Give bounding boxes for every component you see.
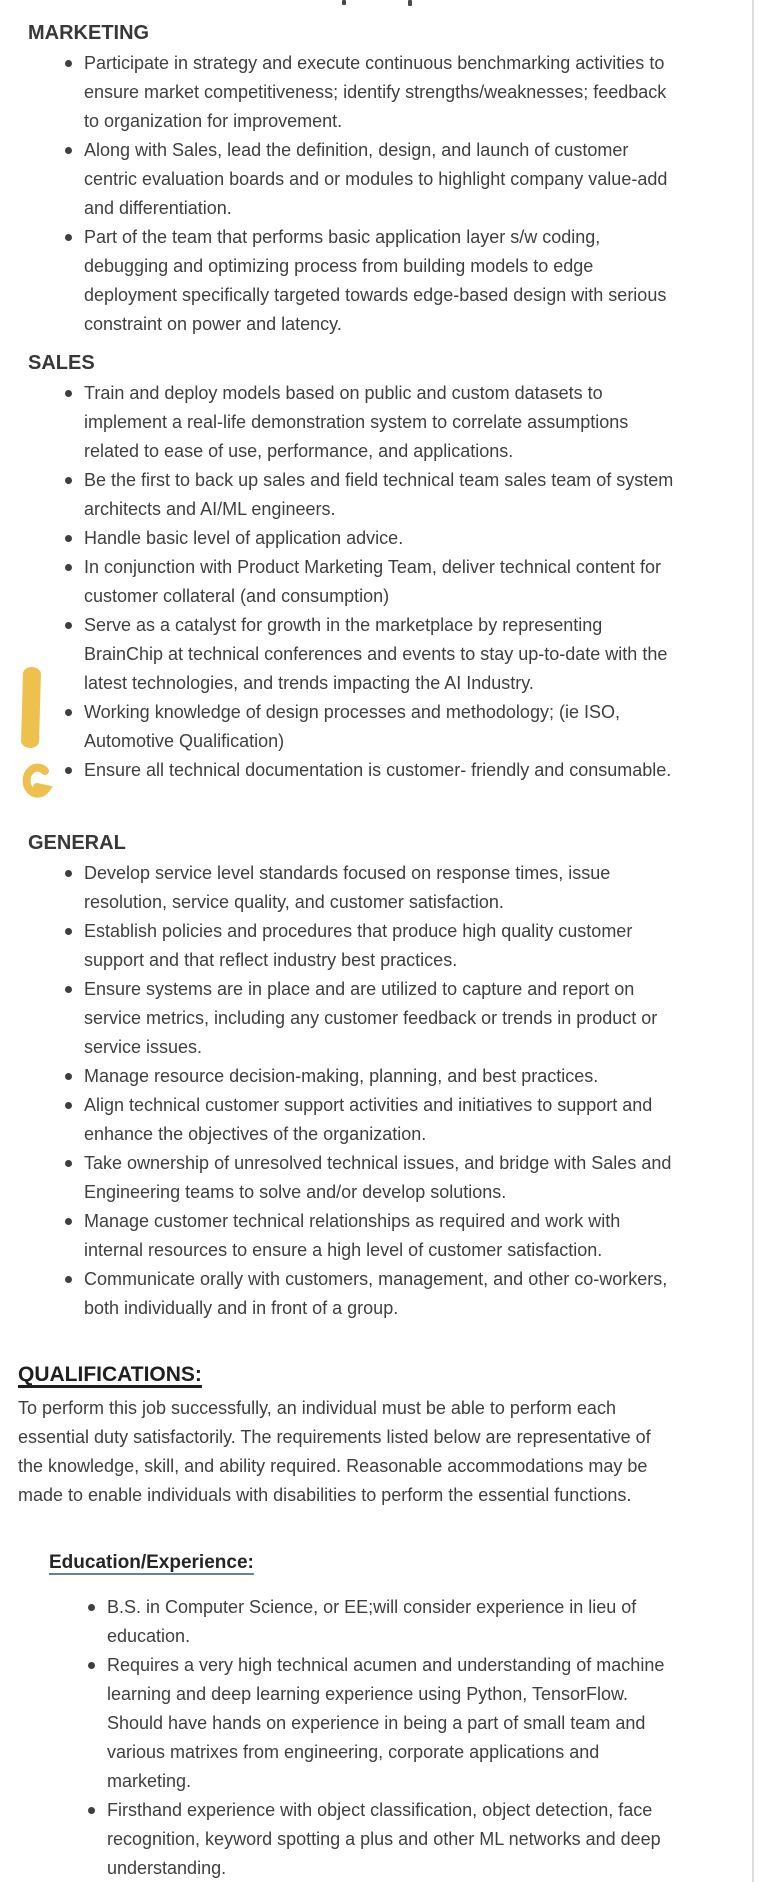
highlighted-text: resolution, service quality, and customer satisfaction. — [84, 888, 504, 917]
paragraph-line: essential duty satisfactorily. The requirements listed below are representative of — [18, 1427, 651, 1447]
text: internal resources to ensure a high level of customer satisfaction. — [84, 1240, 603, 1260]
bullet-wrap-line — [0, 437, 772, 466]
bullet-item-line — [0, 223, 772, 252]
bullet-wrap-line — [0, 1854, 772, 1882]
bullet-wrap-line — [0, 1178, 772, 1207]
bullet-item-line — [0, 49, 772, 78]
heading-marketing: MARKETING — [28, 22, 150, 44]
text: BrainChip at technical conferences and events to stay up-to-date with the — [84, 644, 668, 664]
highlighted-text: will consider experience in lieu of — [373, 1593, 636, 1622]
bullet-item-line — [0, 1593, 772, 1622]
heading-general: GENERAL — [28, 832, 126, 854]
bullet-wrap-line — [0, 1004, 772, 1033]
bullet-wrap-line — [0, 1680, 772, 1709]
bullet-wrap-line — [0, 946, 772, 975]
highlighted-text: Establish policies and procedures that produce high quality customer — [84, 917, 632, 946]
bullet-wrap-line — [0, 888, 772, 917]
highlighted-text: ensure market competitiveness; identify strengths/weaknesses; feedback — [84, 78, 666, 107]
bullet-wrap-line — [0, 1825, 772, 1854]
highlighted-text: Along with Sales, lead the definition, design, and launch of customer — [84, 136, 628, 165]
bullet-item-line — [0, 611, 772, 640]
highlighted-text: understanding. — [107, 1854, 226, 1882]
highlighted-text: centric evaluation boards and or modules to highlight company value-add — [84, 165, 667, 194]
text: debugging and optimizing process from building models to edge — [84, 256, 594, 276]
highlighted-text: support and that reflect industry best practices. — [84, 946, 457, 975]
bullet-item-line — [0, 379, 772, 408]
bullet-item-line — [0, 136, 772, 165]
bullet-item-line — [0, 756, 772, 785]
marketing-bullet-list — [0, 49, 772, 339]
cut-off-text-fragment — [408, 0, 412, 6]
bullet-item-line — [0, 698, 772, 727]
highlighter-margin-bar — [21, 667, 41, 748]
bullet-wrap-line — [0, 582, 772, 611]
bullet-wrap-line — [0, 310, 772, 339]
bullet-item-line — [0, 553, 772, 582]
heading-qualifications: QUALIFICATIONS: — [18, 1363, 202, 1386]
bullet-wrap-line — [0, 1738, 772, 1767]
highlighted-text: to organization for improvement. — [84, 107, 342, 136]
highlighted-text: Develop service level standards focused on response times, issue — [84, 859, 610, 888]
bullet-wrap-line — [0, 1294, 772, 1323]
text: customer collateral (and consumption) — [84, 586, 390, 606]
highlighted-text: Participate in strategy and execute continuous benchmarking activities to — [84, 49, 664, 78]
highlighted-text: marketing. — [107, 1767, 191, 1796]
highlighter-letter-g-mark — [18, 762, 54, 804]
text: Align technical customer support activities and initiatives to support and — [84, 1095, 653, 1115]
text: service metrics, including any customer feedback or trends in product or — [84, 1008, 658, 1028]
bullet-wrap-line — [0, 252, 772, 281]
highlighted-text: various matrixes from engineering, corporate applications and — [107, 1738, 599, 1767]
text: Part of the team that performs basic application layer s/w coding, — [84, 227, 601, 247]
paragraph-line: made to enable individuals with disabilities to perform the essential functions. — [18, 1485, 632, 1505]
bullet-item-line — [0, 975, 772, 1004]
bullet-wrap-line — [0, 281, 772, 310]
text: related to ease of use, performance, and applications. — [84, 441, 514, 461]
text: enhance the objectives of the organization. — [84, 1124, 427, 1144]
bullet-wrap-line — [0, 1033, 772, 1062]
bullet-item-line — [0, 1796, 772, 1825]
page-right-border — [752, 0, 754, 1882]
text: architects and AI/ML engineers. — [84, 499, 336, 519]
bullet-item-line — [0, 917, 772, 946]
qualifications-paragraph — [18, 1394, 772, 1510]
bullet-item-line — [0, 466, 772, 495]
bullet-item-line — [0, 1062, 772, 1091]
bullet-wrap-line — [0, 640, 772, 669]
heading-sales: SALES — [28, 352, 95, 374]
highlighted-text: Should have hands on experience in being a part of small team and — [107, 1709, 645, 1738]
education-experience-bullet-list — [0, 1593, 772, 1882]
text: implement a real-life demonstration system to correlate assumptions — [84, 412, 629, 432]
bullet-wrap-line — [0, 78, 772, 107]
text: Train and deploy models based on public and custom datasets to — [84, 383, 603, 403]
bullet-wrap-line — [0, 1236, 772, 1265]
bullet-item-line — [0, 1651, 772, 1680]
bullet-wrap-line — [0, 107, 772, 136]
bullet-wrap-line — [0, 408, 772, 437]
bullet-wrap-line — [0, 1709, 772, 1738]
bullet-wrap-line — [0, 727, 772, 756]
highlighted-text: and differentiation. — [84, 194, 232, 223]
highlighted-text: education. — [107, 1622, 190, 1651]
bullet-wrap-line — [0, 165, 772, 194]
highlighted-text: both individually and in front of a group. — [84, 1294, 398, 1323]
bullet-item-line — [0, 1207, 772, 1236]
general-bullet-list — [0, 859, 772, 1323]
highlighted-text: Take ownership of unresolved technical issues, and bridge with Sales and — [84, 1149, 671, 1178]
text: Ensure all technical documentation is customer- friendly and consumable. — [84, 760, 672, 780]
bullet-wrap-line — [0, 1120, 772, 1149]
bullet-wrap-line — [0, 1767, 772, 1796]
text: Requires a very high technical acumen and understanding of machine — [107, 1655, 665, 1675]
bullet-wrap-line — [0, 1622, 772, 1651]
highlighted-text: Engineering teams to solve and/or develop solutions. — [84, 1178, 506, 1207]
text: Manage customer technical relationships as required and work with — [84, 1211, 621, 1231]
bullet-item-line — [0, 1149, 772, 1178]
highlighted-text: Communicate orally with customers, management, and other co-workers, — [84, 1265, 667, 1294]
cut-off-text-fragment — [342, 0, 346, 5]
bullet-item-line — [0, 1091, 772, 1120]
text: Handle basic level of application advice. — [84, 528, 404, 548]
bullet-item-line — [0, 1265, 772, 1294]
document-content — [0, 20, 772, 1882]
text: learning and deep learning experience using Python, TensorFlow. — [107, 1684, 629, 1704]
sales-bullet-list — [0, 379, 772, 785]
text: constraint on power and latency. — [84, 314, 342, 334]
highlighted-text: Automotive Qualification) — [84, 727, 284, 756]
heading-education-experience: Education/Experience: — [49, 1552, 254, 1573]
text: latest technologies, and trends impacting the AI Industry. — [84, 673, 534, 693]
text: Be the first to back up sales and field technical team sales team of system — [84, 470, 674, 490]
text: Manage resource decision-making, planning, and best practices. — [84, 1066, 599, 1086]
highlighted-text: Firsthand experience with object classification, object detection, face — [107, 1796, 652, 1825]
text: service issues. — [84, 1037, 203, 1057]
paragraph-line: To perform this job successfully, an individual must be able to perform each — [18, 1398, 616, 1418]
text: Serve as a catalyst for growth in the marketplace by representing — [84, 615, 603, 635]
highlighted-text: Working knowledge of design processes and methodology; (ie ISO, — [84, 698, 620, 727]
bullet-item-line — [0, 859, 772, 888]
text: Ensure systems are in place and are utilized to capture and report on — [84, 979, 635, 999]
text: B.S. in Computer Science, or EE; — [107, 1597, 374, 1617]
bullet-wrap-line — [0, 669, 772, 698]
highlighted-text: recognition, keyword spotting a plus and other ML networks and deep — [107, 1825, 661, 1854]
bullet-wrap-line — [0, 194, 772, 223]
text: deployment specifically targeted towards edge-based design with serious — [84, 285, 667, 305]
text: In conjunction with Product Marketing Team, deliver technical content for — [84, 557, 661, 577]
paragraph-line: the knowledge, skill, and ability required. Reasonable accommodations may be — [18, 1456, 648, 1476]
bullet-wrap-line — [0, 495, 772, 524]
bullet-item-line — [0, 524, 772, 553]
